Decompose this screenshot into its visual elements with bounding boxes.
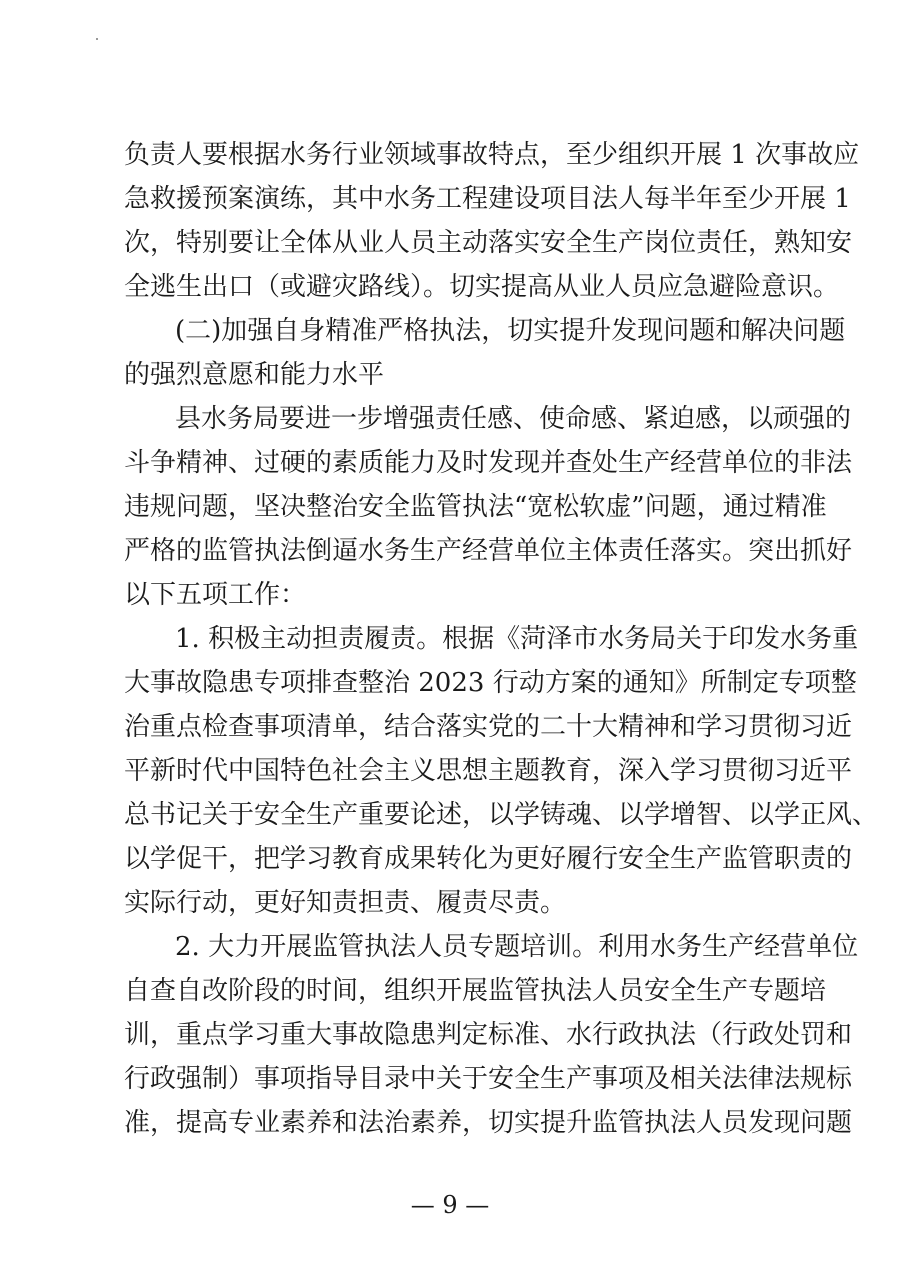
body-text-line: 以下五项工作：: [124, 580, 307, 610]
body-text-line: 急救援预案演练，其中水务工程建设项目法人每半年至少开展 1: [124, 184, 851, 214]
body-text-line: 全逃生出口（或避灾路线）。切实提高从业人员应急避险意识。: [124, 272, 840, 302]
body-text-line: 训，重点学习重大事故隐患判定标准、水行政执法（行政处罚和: [124, 1020, 853, 1050]
body-text-line: 违规问题，坚决整治安全监管执法“宽松软虚”问题，通过精准: [124, 492, 827, 522]
body-text-line: 负责人要根据水务行业领域事故特点，至少组织开展 1 次事故应: [124, 140, 860, 170]
page-number: — 9 —: [410, 1191, 490, 1219]
body-text-line: 准，提高专业素养和法治素养，切实提升监管执法人员发现问题: [124, 1108, 853, 1138]
numbered-item-line: 2. 大力开展监管执法人员专题培训。利用水务生产经营单位: [175, 932, 859, 962]
section-heading-line: (二)加强自身精准严格执法，切实提升发现问题和解决问题: [175, 316, 846, 346]
body-text-line: 严格的监管执法倒逼水务生产经营单位主体责任落实。突出抓好: [124, 536, 853, 566]
section-heading-line: 的强烈意愿和能力水平: [124, 360, 385, 390]
body-text-line: 以学促干，把学习教育成果转化为更好履行安全生产监管职责的: [124, 844, 853, 874]
body-text-line: 治重点检查事项清单，结合落实党的二十大精神和学习贯彻习近: [124, 712, 853, 742]
body-text-line: 行政强制）事项指导目录中关于安全生产事项及相关法律法规标: [124, 1064, 853, 1094]
scan-speck: [96, 38, 98, 40]
body-text-line: 平新时代中国特色社会主义思想主题教育，深入学习贯彻习近平: [124, 756, 853, 786]
body-text-line: 斗争精神、过硬的素质能力及时发现并查处生产经营单位的非法: [124, 448, 853, 478]
numbered-item-line: 1. 积极主动担责履责。根据《菏泽市水务局关于印发水务重: [175, 624, 859, 654]
body-text-line: 实际行动，更好知责担责、履责尽责。: [124, 888, 567, 918]
body-text-line: 大事故隐患专项排查整治 2023 行动方案的通知》所制定专项整: [124, 668, 857, 698]
body-text-line: 总书记关于安全生产重要论述，以学铸魂、以学增智、以学正风、: [124, 800, 879, 830]
body-text-line: 自查自改阶段的时间，组织开展监管执法人员安全生产专题培: [124, 976, 827, 1006]
body-text-line: 县水务局要进一步增强责任感、使命感、紧迫感，以顽强的: [175, 404, 852, 434]
body-text-line: 次，特别要让全体从业人员主动落实安全生产岗位责任，熟知安: [124, 228, 853, 258]
